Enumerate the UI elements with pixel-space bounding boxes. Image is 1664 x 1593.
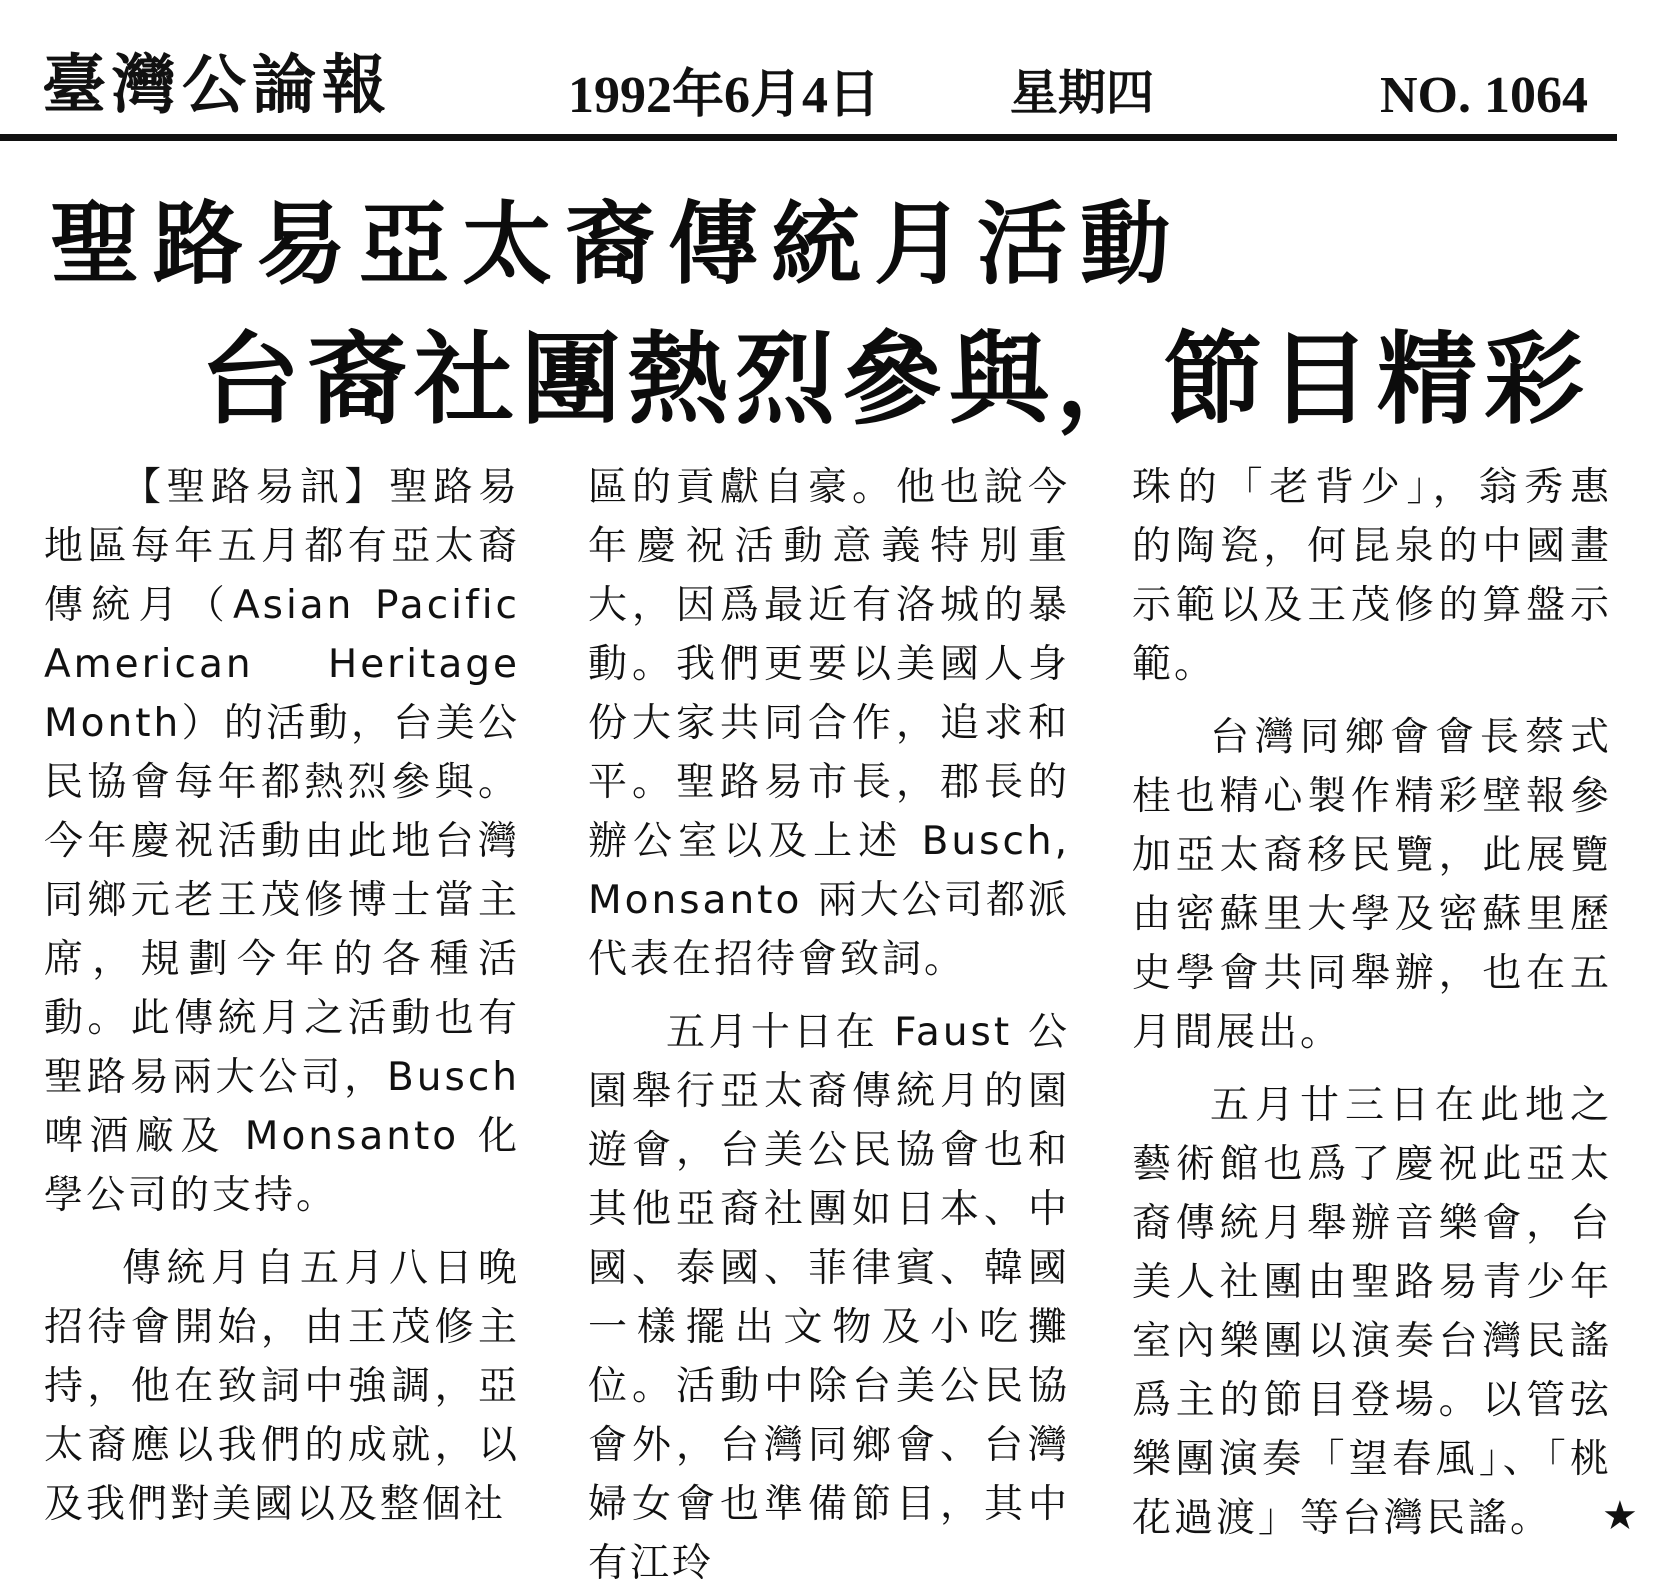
article-paragraph: 五月十日在 Faust 公園舉行亞太裔傳統月的園遊會，台美公民協會也和其他亞裔社團如日本、中國、泰國、菲律賓、韓國一樣擺出文物及小吃攤位。活動中除台美公民協會外，台灣同鄉會、台灣婦女會也準備節目，其中有江玲 (588, 1010, 1070, 1586)
masthead-rule (0, 134, 1617, 141)
masthead (0, 0, 1664, 140)
article-column-1 (44, 458, 520, 1534)
headline-sub: 台裔社團熱烈參與，節目精彩 (200, 321, 1591, 438)
article-paragraph: 五月廿三日在此地之藝術館也爲了慶祝此亞太裔傳統月舉辦音樂會，台美人社團由聖路易青少年室內樂團以演奏台灣民謠爲主的節目登場。以管弦樂團演奏「望春風」、「桃花過渡」等台灣民謠。 (1132, 1083, 1612, 1541)
headline-main: 聖路易亞太裔傳統月活動 (50, 192, 1183, 297)
article-paragraph: 傳統月自五月八日晚招待會開始，由王茂修主持，他在致詞中強調，亞太裔應以我們的成就，以及我們對美國以及整個社 (44, 1246, 520, 1527)
issue-weekday: 星期四 (1010, 67, 1155, 120)
issue-date: 1992年6月4日 (568, 67, 881, 124)
article-paragraph: 區的貢獻自豪。他也說今年慶祝活動意義特別重大，因爲最近有洛城的暴動。我們更要以美國人身份大家共同合作，追求和平。聖路易市長，郡長的辦公室以及上述 Busch, Monsanto 兩大公司都派代表在招待會致詞。 (588, 465, 1070, 982)
article-column-2 (588, 458, 1070, 1593)
article-paragraph: 【聖路易訊】聖路易地區每年五月都有亞太裔傳統月（Asian Pacific American Heritage Month）的活動，台美公民協會每年都熱烈參與。今年慶祝活動由此地台灣同鄉元老王茂修博士當主席，規劃今年的各種活動。此傳統月之活動也有聖路易兩大公司，Busch 啤酒廠及 Monsanto 化學公司的支持。 (44, 465, 520, 1218)
article-paragraph: 台灣同鄉會會長蔡式桂也精心製作精彩壁報參加亞太裔移民覽，此展覽由密蘇里大學及密蘇里歷史學會共同舉辦，也在五月間展出。 (1132, 715, 1612, 1055)
issue-number: NO. 1064 (1380, 67, 1588, 124)
star-icon: ★ (1602, 1493, 1638, 1539)
article-column-3 (1132, 458, 1612, 1548)
newspaper-name: 臺灣公論報 (42, 48, 392, 123)
article-paragraph: 珠的「老背少」，翁秀惠的陶瓷，何昆泉的中國畫示範以及王茂修的算盤示範。 (1132, 465, 1612, 687)
